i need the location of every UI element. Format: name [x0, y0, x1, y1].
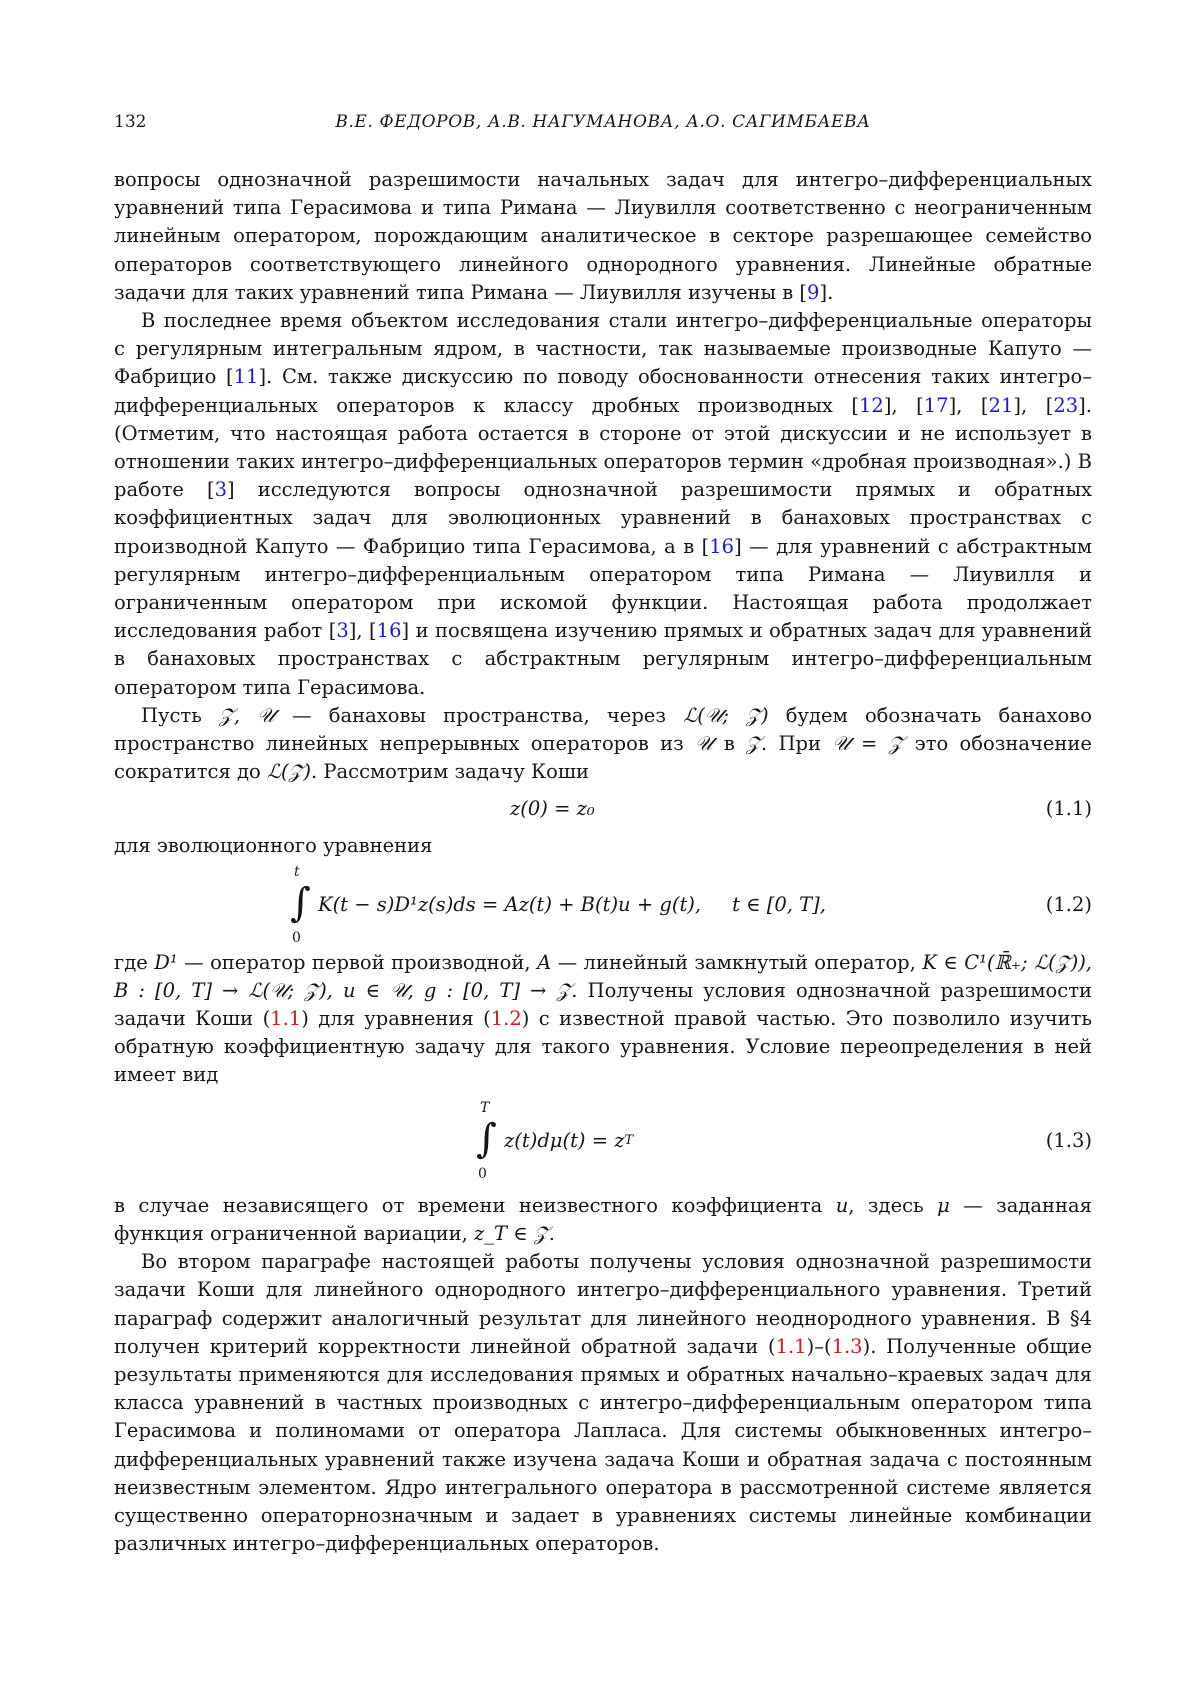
- math-inline: 𝒰 = 𝒵: [832, 732, 904, 756]
- citation-link[interactable]: 3: [214, 478, 228, 502]
- article-body: [114, 166, 1092, 1558]
- equation-body: [286, 861, 826, 949]
- equation-1-1: [114, 786, 1092, 832]
- equation-subscript: T: [624, 1132, 634, 1148]
- paragraph-text: . Получены условия однозначной разрешимости задачи Коши: [114, 978, 1092, 1031]
- math-inline: A: [537, 950, 552, 974]
- paragraph-text: — оператор первой производной,: [177, 950, 538, 974]
- paragraph-text: в: [712, 732, 747, 756]
- paragraph-text: .: [548, 1221, 555, 1245]
- paragraph-5: где D¹ — оператор первой производной, A — линейный замкнутый оператор, K ∈ C¹(ℝ̄₊; ℒ(𝒵)), B : [0, T] → ℒ(𝒰; 𝒵), u ∈ 𝒰, g : [0, T] → 𝒵. Получены условия однозначной разрешимости задачи Коши (1.1) для уравнения (1.2) с известной правой частью. Это позволило изучить обратную коэффициентную задачу для такого уравнения. Условие переопределения в ней имеет вид: [114, 950, 1092, 1087]
- paragraph-text: . Полученные общие результаты применяются для исследования прямых и обратных начально–краевых задач для класса уравнений в частных производных с интегро–дифференциальным оператором типа Герасимова и полиномами от оператора Лапласа. Для системы обыкновенных интегро–дифференциальных уравнений также изучена задача Коши и обратная задача с постоянным неизвестным элементом. Ядро интегрального оператора в рассмотренной системе является существенно операторнозначным и задает в уравнениях системы линейные комбинации различных интегро–дифференциальных операторов.: [114, 1334, 1092, 1556]
- paragraph-text: . При: [761, 732, 833, 756]
- paragraph-text: — линейный замкнутый оператор,: [551, 950, 923, 974]
- paragraph-text: . См. также дискуссию по поводу обоснованности отнесения таких интегро–дифференциальных операторов к классу дробных производных: [114, 365, 1092, 417]
- paragraph-text: для уравнения: [308, 1007, 484, 1031]
- paragraph-6: [114, 1192, 1092, 1248]
- integral-lower-limit: 0: [478, 1165, 487, 1182]
- integral-sign: T ∫ 0: [476, 1099, 497, 1182]
- citation-link[interactable]: 9: [807, 280, 820, 304]
- paragraph-text: — банаховы пространства, через: [274, 703, 684, 727]
- citation-link[interactable]: 11: [233, 365, 259, 389]
- paragraph-text: вопросы однозначной разрешимости начальных задач для интегро–дифференциальных уравнений типа Герасимова и типа Римана — Лиувилля соответственно с неограниченным линейным оператором, порождающим аналитическое в секторе разрешающее семейство операторов соответствующего линейного однородного уравнения. Линейные обратные задачи для таких уравнений типа Римана — Лиувилля изучены в: [114, 168, 1092, 304]
- paragraph-text: — заданная функция ограниченной вариации,: [114, 1193, 1092, 1245]
- paragraph-1: вопросы однозначной разрешимости начальных задач для интегро–дифференциальных уравнений типа Герасимова и типа Римана — Лиувилля соответственно с неограниченным линейным оператором, порождающим аналитическое в секторе разрешающее семейство операторов соответствующего линейного однородного уравнения. Линейные обратные задачи для таких уравнений типа Римана — Лиувилля изучены в [9].: [114, 168, 1092, 304]
- equation-formula: z(t)dμ(t) = z: [504, 1128, 625, 1152]
- paragraph-3: [114, 702, 1092, 787]
- paragraph-text: , здесь: [848, 1193, 938, 1217]
- paragraph-text: . Рассмотрим задачу Коши: [311, 760, 589, 784]
- math-inline: z_T ∈ 𝒵: [474, 1221, 549, 1245]
- equation-link[interactable]: 1.2: [490, 1007, 522, 1031]
- paragraph-text: с известной правой частью. Это позволило изучить обратную коэффициентную задачу для такого уравнения. Условие переопределения в ней имеет вид: [114, 1007, 1092, 1087]
- paragraph-text: будем обозначать банахово пространство линейных непрерывных операторов из: [114, 703, 1092, 756]
- citation-link[interactable]: 23: [1053, 393, 1079, 417]
- punctuation: .: [827, 280, 834, 304]
- math-inline: u: [835, 1193, 849, 1217]
- citation-link[interactable]: 3: [336, 619, 349, 643]
- paragraph-text: В последнее время объектом исследования стали интегро–дифференциальные операторы с регулярным интегральным ядром, в частности, так называемые производные Капуто — Фабрицио: [114, 309, 1092, 389]
- paragraph-text: Во втором параграфе настоящей работы получены условия однозначной разрешимости задачи Коши для линейного однородного интегро–дифференциального уравнения. Третий параграф содержит аналогичный результат для линейного неоднородного уравнения. В §4 получен критерий корректности линейной обратной задачи: [114, 1250, 1092, 1358]
- paragraph-4: для эволюционного уравнения: [114, 834, 433, 858]
- paragraph-text: это обозначение сократится до: [114, 732, 1092, 784]
- equation-number: (1.3): [1045, 1128, 1092, 1152]
- equation-link[interactable]: 1.1: [775, 1334, 807, 1358]
- paragraph-text: Пусть: [141, 703, 220, 727]
- paragraph-text: в случае независящего от времени неизвестного коэффициента: [114, 1193, 836, 1217]
- paragraph-text: исследуются вопросы однозначной разрешимости прямых и обратных коэффициентных задач для эволюционных уравнений в банаховых пространствах с производной Капуто — Фабрицио типа Герасимова, а в: [114, 478, 1092, 558]
- math-inline: 𝒰: [695, 732, 713, 756]
- integral-upper-limit: T: [480, 1099, 490, 1116]
- citation-link[interactable]: 16: [709, 534, 735, 558]
- math-inline: μ: [937, 1193, 950, 1217]
- paragraph-7: Во втором параграфе настоящей работы получены условия однозначной разрешимости задачи Коши для линейного однородного интегро–дифференциального уравнения. Третий параграф содержит аналогичный результат для линейного неоднородного уравнения. В §4 получен критерий корректности линейной обратной задачи (1.1)–(1.3). Полученные общие результаты применяются для исследования прямых и обратных начально–краевых задач для класса уравнений в частных производных с интегро–дифференциальным оператором типа Герасимова и полиномами от оператора Лапласа. Для системы обыкновенных интегро–дифференциальных уравнений также изучена задача Коши и обратная задача с постоянным неизвестным элементом. Ядро интегрального оператора в рассмотренной системе является существенно операторнозначным и задает в уравнениях системы линейные комбинации различных интегро–дифференциальных операторов.: [114, 1250, 1092, 1556]
- page-number: 132: [114, 112, 147, 132]
- equation-formula: z(0) = z₀: [510, 797, 595, 821]
- equation-link[interactable]: 1.1: [270, 1007, 302, 1031]
- citation-link[interactable]: 12: [858, 393, 884, 417]
- math-inline: ℒ(𝒵): [266, 760, 312, 784]
- math-inline: 𝒵, 𝒰: [219, 703, 275, 727]
- integral-lower-limit: 0: [292, 929, 301, 946]
- citation-link[interactable]: 21: [988, 393, 1014, 417]
- paragraph-2: В последнее время объектом исследования стали интегро–дифференциальные операторы с регулярным интегральным ядром, в частности, так называемые производные Капуто — Фабрицио [11]. См. также дискуссию по поводу обоснованности отнесения таких интегро–дифференциальных операторов к классу дробных производных [12], [17], [21], [23]. (Отметим, что настоящая работа остается в стороне от этой дискуссии и не использует в отношении таких интегро–дифференциальных операторов термин «дробная производная».) В работе [3] исследуются вопросы однозначной разрешимости прямых и обратных коэффициентных задач для эволюционных уравнений в банаховых пространствах с производной Капуто — Фабрицио типа Герасимова, а в [16] — для уравнений с абстрактным регулярным интегро–дифференциальным оператором типа Римана — Лиувилля и ограниченным оператором при искомой функции. Настоящая работа продолжает исследования работ [3], [16] и посвящена изучению прямых и обратных задач для уравнений в банаховых пространствах с абстрактным регулярным интегро–дифференциальным оператором типа Герасимова.: [114, 309, 1092, 699]
- equation-body: [472, 1090, 633, 1192]
- citation-link[interactable]: 17: [923, 393, 949, 417]
- equation-formula: K(t − s)D¹z(s)ds = Az(t) + B(t)u + g(t), t ∈ [0, T],: [318, 892, 826, 916]
- equation-1-3: [114, 1090, 1092, 1192]
- integral-sign: t ∫ 0: [290, 863, 311, 946]
- equation-number: (1.2): [1045, 892, 1092, 916]
- math-inline: ℒ(𝒰; 𝒵): [683, 703, 769, 727]
- math-inline: D¹: [154, 950, 178, 974]
- citation-link[interactable]: 16: [376, 619, 402, 643]
- math-inline: 𝒵: [746, 732, 761, 756]
- running-header: [114, 112, 1092, 140]
- math-inline: K ∈ C¹(ℝ̄₊; ℒ(𝒵)), B : [0, T] → ℒ(𝒰; 𝒵), u ∈ 𝒰, g : [0, T] → 𝒵: [114, 950, 1092, 1002]
- paragraph-text: где: [114, 950, 155, 974]
- equation-link[interactable]: 1.3: [831, 1334, 863, 1358]
- paragraph-text: — для уравнений с абстрактным регулярным интегро–дифференциальным оператором типа Римана — Лиувилля и ограниченным оператором при искомой функции. Настоящая работа продолжает исследования работ: [114, 534, 1092, 643]
- equation-number: (1.1): [1045, 797, 1092, 821]
- paragraph-text: и посвящена изучению прямых и обратных задач для уравнений в банаховых пространствах с абстрактным регулярным интегро–дифференциальным оператором типа Герасимова.: [114, 619, 1092, 699]
- running-title: В.Е. ФЕДОРОВ, А.В. НАГУМАНОВА, А.О. САГИМБАЕВА: [335, 112, 871, 132]
- equation-1-2: [114, 861, 1092, 949]
- paragraph-text: . (Отметим, что настоящая работа остается в стороне от этой дискуссии и не использует в отношении таких интегро–дифференциальных операторов термин «дробная производная».) В работе: [114, 393, 1092, 502]
- integral-upper-limit: t: [294, 863, 300, 880]
- punctuation: –: [814, 1334, 824, 1358]
